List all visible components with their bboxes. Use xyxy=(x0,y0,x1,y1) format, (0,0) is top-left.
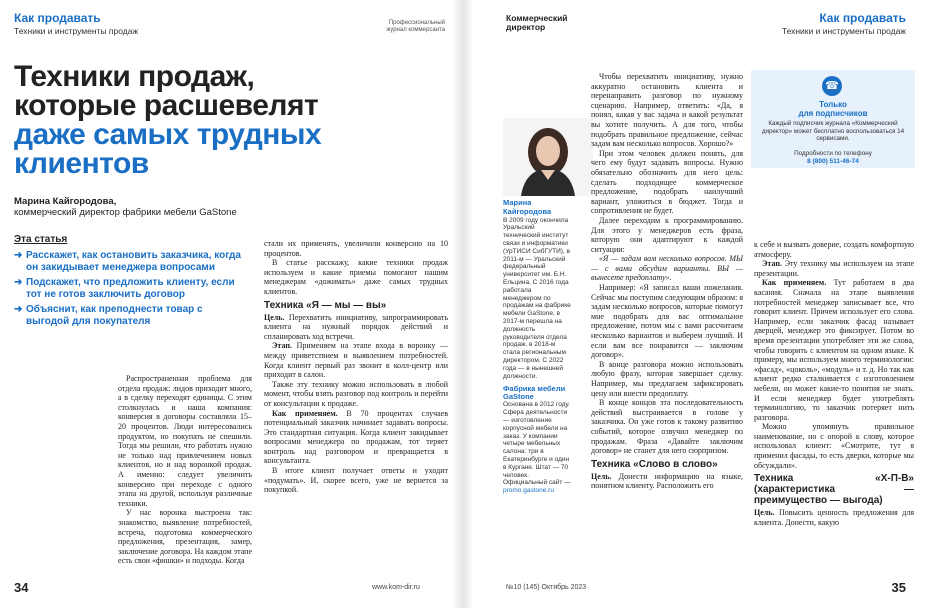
subrubric: Техники и инструменты продаж xyxy=(14,26,139,36)
subscriber-box xyxy=(751,70,915,168)
portrait-icon xyxy=(503,118,593,196)
quote: «Я — задам вам несколько вопросов. МЫ — с вами обсудим варианты. ВЫ — вынесете предоплату». xyxy=(591,254,743,283)
title-line-4: клиентов xyxy=(14,147,149,180)
article-title xyxy=(14,62,454,178)
paragraph: Как применяем. Тут работаем в два касания. Сначала на этапе выявления потребностей менеджер записывает все, что говорит клиент. Причем использует его слова. Например, если заказчик фасад называет дверцей, менеджер это фиксирует. Потом во время презентации употребляет эти же слова, чтобы говорить с клиентом на одном языке. К примеру, мы используем много терминологии: «фасад», «цоколь», «модуль» и т. д. Но так как клиент редко сталкивается с изготовлением мебели, он может какие-то понятия не знать. И если менеджер будет употреблять терминологию, то заказчик потеряет нить разговора. xyxy=(754,278,914,422)
phone-icon: ☎ xyxy=(822,76,842,96)
issue-info: №10 (145) Октябрь 2023 xyxy=(506,584,587,591)
this-article-label: Эта статья xyxy=(14,234,68,245)
author-photo xyxy=(503,118,593,196)
title-line-1: Техники продаж, xyxy=(14,60,255,93)
paragraph: Чтобы перехватить инициативу, нужно аккуратно остановить клиента и перенаправить разговор по нужному сценарию. Например, ответить: «Да, я понял, какая у вас задача и какой результат вы хотите получить. А для того, чтобы подобрать правильное предложение, сейчас задам вам несколько вопросов. Хорошо?» xyxy=(591,72,743,149)
paragraph: Этап. Применяем на этапе входа в воронку — между приветствием и выявлением потребностей. Когда клиент первый раз звонит в колл-центр или приходит в салон. xyxy=(264,341,448,380)
section-heading: Техника «Я — мы — вы» xyxy=(264,299,387,311)
site-url[interactable]: www.kom-dir.ru xyxy=(372,584,420,591)
sidebar-author-bio: В 2009 году окончила Уральский технический институт связи и информатики (УрТИСИ СибГУТИ), в 2011-м — Уральский федеральный университет им. Б.Н. Ельцина. С 2016 года работала менеджером по продажам на фабрике мебели GaStone, в 2017-м перешла на должность руководителя отдела продаж, в 2018-м стала региональным директором. С 2022 года — в нынешней должности. xyxy=(503,216,571,380)
paragraph: В статье расскажу, какие техники продаж используем и какие приемы помогают нашим менеджерам «дожимать» даже самых трудных клиентов. xyxy=(264,258,448,296)
paragraph: Этап. Эту технику мы используем на этапе презентации. xyxy=(754,259,914,278)
subscriber-phone-label: Подробности по телефону xyxy=(794,150,872,157)
paragraph: Цель. Донести информацию на языке, понятном клиенту. Расположить его xyxy=(591,471,743,491)
author-sidebar xyxy=(503,199,571,495)
paragraph: Как применяем. В 70 процентах случаев потенциальный заказчик начинает задавать вопросы. Это стандартная ситуация. Когда клиент закидывает вопросами менеджера по продажам, тот теряет контроль над разговором и превращается в консультанта. xyxy=(264,408,448,466)
section-heading: Техника «Х-П-В» (характеристика — преимущество — выгода) xyxy=(754,473,914,507)
title-line-2: которые расшевелят xyxy=(14,89,319,122)
paragraph: Далее переходим к программированию. Для этого у менеджеров есть фраза, которую они адаптируют к каждой ситуации: xyxy=(591,215,743,254)
magazine-note: Профессиональный журнал коммерсанта xyxy=(386,20,445,33)
author-block xyxy=(14,196,237,218)
paragraph: к себе и вызвать доверие, создать комфортную атмосферу. xyxy=(754,240,914,259)
page-number: 35 xyxy=(891,580,906,595)
arrow-right-icon: ➜ xyxy=(14,304,23,315)
sidebar-company-site[interactable]: promo.gastone.ru xyxy=(503,487,554,495)
left-column-1 xyxy=(118,374,252,566)
paragraph: Распространенная проблема для отдела продаж: лидов приходит много, а в сделку переходят единицы. С этим столкнулась и наша компания: конверсия в договоры составляла 15–20 процентов. Люди интересовались продуктом, но покупать не спешили. Тогда мы решили, что работать нужно не только над привлечением новых клиентов, но и над воронкой продаж. А именно: следует увеличить конверсию при переходе с одного этапа на другой, используя различные техники. xyxy=(118,374,252,508)
paragraph: Например: «Я записал ваши пожелания. Сейчас мы поступим следующим образом: я задам несколько вопросов, которые помогут мне подобрать для вас оптимальное предложение, потом мы с вами рассчитаем несколько вариантов и выберем лучший. И если вам все понравится — заключим договор». xyxy=(591,283,743,360)
logo-line-1: Коммерческий xyxy=(506,13,568,23)
page-number: 34 xyxy=(14,580,29,595)
paragraph: В конце концов эта последовательность действий выстраивается в голове у заказчика. Он уже готов к такому развитию событий, которое озвучил менеджер по продажам. Фраза «Давайте заключим договор» не станет для него сюрпризом. xyxy=(591,398,743,456)
author-role: коммерческий директор фабрики мебели GaStone xyxy=(14,207,237,218)
bullet-item: ➜ Подскажет, что предложить клиенту, если тот не готов заключить договор xyxy=(14,277,235,300)
sidebar-author-name: Марина Кайгородова xyxy=(503,198,552,216)
logo-line-2: директор xyxy=(506,22,546,32)
right-column-2 xyxy=(754,240,914,527)
paragraph: У нас воронка выстроена так: знакомство, выявление потребностей, встреча, подготовка коммерческого предложения, презентация, замер, заключение договора. На каждом этапе есть свои «фишки» и подходы. Когда xyxy=(118,508,252,566)
left-column-2 xyxy=(264,239,448,495)
page-gutter xyxy=(452,0,474,608)
subscriber-text: Каждый подписчик журнала «Коммерческий директор» может бесплатно воспользоваться 14 сервисами. xyxy=(761,120,905,142)
right-column-1 xyxy=(591,72,743,491)
rubric: Как продавать xyxy=(14,11,101,25)
paragraph: Можно упомянуть правильное наименование, но с опорой к слову, которое использовал клиент: «Смотрите, тут я применил фасады, то есть дверки, которые мы обсуждали». xyxy=(754,422,914,470)
magazine-logo xyxy=(506,14,568,32)
sidebar-company-bio: Основана в 2012 году. Сфера деятельности — изготовление корпусной мебели на заказ. У компании четыре мебельных салона: три в Екатеринбурге и один в Кургане. Штат — 70 человек. Официальный сайт — xyxy=(503,401,571,487)
paragraph: При этом человек должен понять, для чего ему будут задавать вопросы. Нужно обязательно обозначить для него цель: сделать подходящее коммерческое предложение, подобрать наилучший вариант, уложиться в бюджет. Тогда и сопротивления не будет. xyxy=(591,148,743,216)
subrubric: Техники и инструменты продаж xyxy=(781,26,906,36)
article-bullets xyxy=(14,250,244,331)
rubric: Как продавать xyxy=(819,11,906,25)
paragraph: Цель. Повысить ценность предложения для клиента. Донести, какую xyxy=(754,508,914,527)
bullet-item: ➜ Расскажет, как остановить заказчика, когда он закидывает менеджера вопросами xyxy=(14,250,241,273)
bullet-item: ➜ Объяснит, как преподнести товар с выгодой для покупателя xyxy=(14,304,203,327)
author-name: Марина Кайгородова, xyxy=(14,196,117,207)
arrow-right-icon: ➜ xyxy=(14,277,23,288)
arrow-right-icon: ➜ xyxy=(14,250,23,261)
subscriber-phone[interactable]: 8 (800) 511-46-74 xyxy=(807,158,859,165)
subscriber-title: Только для подписчиков xyxy=(798,100,868,118)
right-page xyxy=(463,0,926,608)
paragraph: Цель. Перехватить инициативу, запрограммировать клиента на нужный порядок действий и спланировать ход встречи. xyxy=(264,312,448,341)
section-heading: Техника «Слово в слово» xyxy=(591,458,718,470)
paragraph: В итоге клиент получает ответы и уходит «подумать». И, скорее всего, уже не вернется за покупкой. xyxy=(264,466,448,495)
title-line-3: даже самых трудных xyxy=(14,118,322,151)
sidebar-company-name: Фабрика мебели GaStone xyxy=(503,384,566,402)
paragraph: В конце разговора можно использовать любую фразу, которая завершает сделку. Например, мы предлагаем зафиксировать цену или внести предоплату. xyxy=(591,359,743,398)
paragraph: стали их применять, увеличили конверсию на 10 процентов. xyxy=(264,239,448,258)
paragraph: Также эту технику можно использовать в любой момент, чтобы взять разговор под контроль и перейти от консультации к продаже. xyxy=(264,379,448,408)
